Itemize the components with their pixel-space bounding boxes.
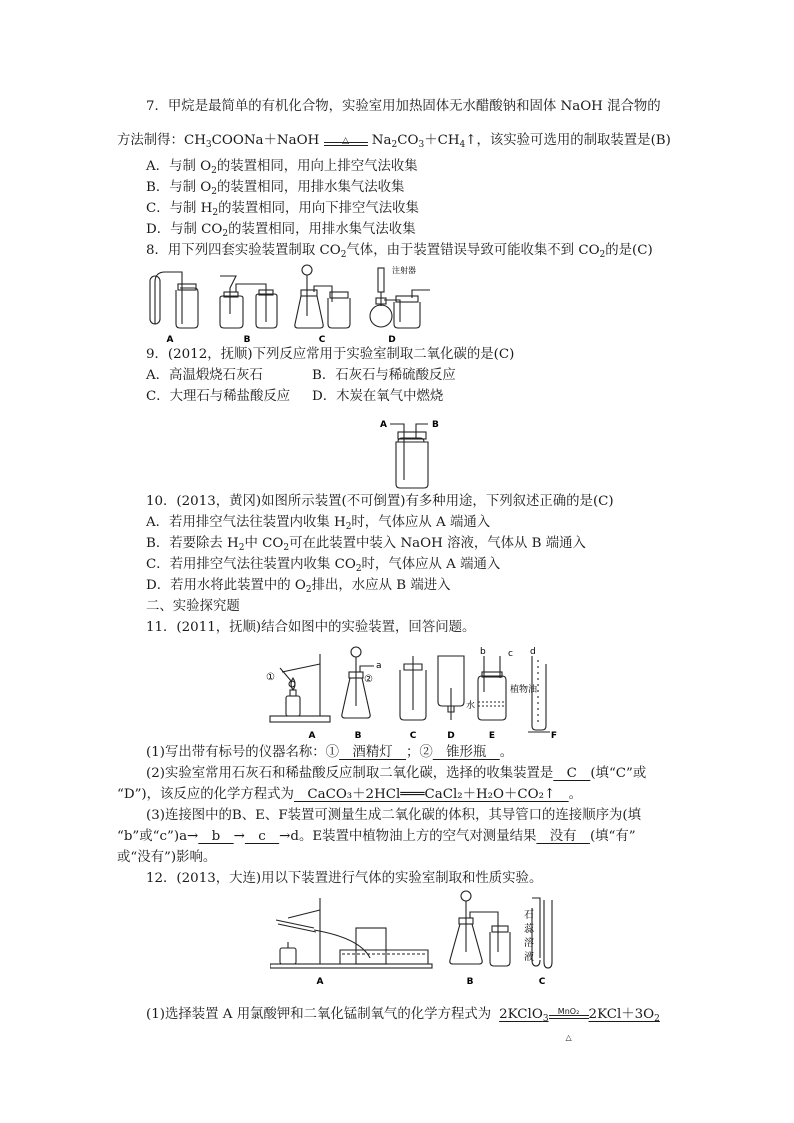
q8-apparatus-d [370,268,430,328]
q11-part2: (2)实验室常用石灰石和稀盐酸反应制取二氧化碳，选择的收集装置是 C (填“C”或 [146,766,647,781]
q10-stem: 10．(2013，黄冈)如图所示装置(不可倒置)有多种用途，下列叙述正确的是(C) [146,494,614,509]
q10-option-b: B．若要除去 $H_2$中 $CO_2$可在此装置中装入 NaOH 溶液，气体从 B 端通入 [146,536,586,553]
q11-part2-line2: “D”)，该反应的化学方程式为 CaCO₃＋2HCl═══CaCl₂＋H₂O＋CO₂↑ 。 [117,787,582,802]
q11-port-d: d [530,647,536,657]
bottle-port-b-label: B [432,420,439,430]
q10-option-a: A．若用排空气法往装置内收集 $H_2$时，气体应从 A 端通入 [146,515,491,532]
q8-apparatus-c [295,265,350,328]
q7-equation-line: 方法制得：$CH_3COONa+NaOH$ △ $Na_2CO_3+CH_4↑$，该实验可选用的制取装置是(B) [117,133,671,150]
q12-part1: (1)选择装置 A 用氯酸钾和二氧化锰制氧气的化学方程式为 2KClO$_3$ MnO₂ △ $2KCl+3O_2$ [146,1007,660,1042]
q8-label-a: A [166,335,174,344]
q11-label-c: C [409,731,417,738]
q9-option-a: A．高温煅烧石灰石 [146,368,263,383]
litmus-char-2: 蕊 [524,924,534,935]
heat-condition: △ [324,142,368,150]
q10-option-c: C．若用排空气法往装置内收集 $CO_2$时，气体应从 A 端通入 [146,557,501,574]
q12-label-b: B [466,977,474,987]
q11-label-a: A [308,731,316,738]
bottle-port-a-label: A [380,420,387,430]
litmus-char-3: 溶 [524,938,534,949]
q8-apparatus-a [150,272,198,328]
q11-label-e: E [488,731,496,738]
q10-option-d: D．若用水将此装置中的 $O_2$排出，水应从 B 端进入 [146,578,451,595]
q11-part3: (3)连接图中的B、E、F装置可测量生成二氧化碳的体积，其导管口的连接顺序为(填 [146,808,641,823]
q7-option-d: D．与制 $CO_2$的装置相同，用排水集气法收集 [146,222,416,239]
litmus-char-1: 石 [524,910,534,921]
q12-apparatus-a [270,898,432,968]
q11-answer-c: c [244,829,280,844]
q11-mark-2: ② [364,674,373,685]
q9-stem: 9．(2012，抚顺)下列反应常用于实验室制取二氧化碳的是(C) [146,347,515,362]
q9-option-b: B．石灰石与稀硫酸反应 [312,368,456,383]
q9-option-d: D．木炭在氧气中燃烧 [312,389,444,404]
q7-line1: 7．甲烷是最简单的有机化合物，实验室用加热固体无水醋酸钠和固体 NaOH 混合物的 [146,99,661,114]
q11-port-c: c [508,649,513,659]
q11-port-b: b [480,647,486,657]
q11-mark-1: ① [266,672,275,683]
q12-apparatus-c [532,898,552,968]
q11-apparatus-d-bottle [438,656,464,720]
q7-option-a: A．与制 $O_2$的装置相同，用向上排空气法收集 [146,159,418,176]
q11-apparatus-e-oil-bottle [478,656,506,720]
q11-stem: 11．(2011，抚顺)结合如图中的实验装置，回答问题。 [146,620,476,635]
q8-label-d: D [388,335,396,344]
q12-answer-reactant: 2KClO$_3$ [499,1007,549,1024]
q8-apparatus-figure [140,262,440,344]
litmus-char-4: 液 [524,952,534,963]
q11-apparatus-c-bottle [400,656,426,720]
q11-oil-label: 植物油 [510,685,538,695]
q10-gas-bottle-figure [376,412,456,490]
section-heading: 二、实验探究题 [146,599,240,614]
q11-part3-line2: “b”或“c”)a→ b → c →d。E装置中植物油上方的空气对测量结果 没有 (填“有” [117,829,636,844]
q11-answer-1: 酒精灯 [339,745,406,760]
q11-answer-b: b [198,829,234,844]
q11-label-b: B [354,731,362,738]
q11-port-a: a [376,661,382,671]
q11-answer-2: 锥形瓶 [432,745,500,760]
q11-apparatus-a-lamp-stand [270,654,330,722]
q11-part3-line3: 或“没有”)影响。 [117,850,217,865]
q12-condition: MnO₂ △ [549,1015,589,1024]
q8-label-b: B [243,335,251,344]
q12-label-a: A [316,977,324,987]
q12-apparatus-b [450,891,510,966]
q8-stem: 8．用下列四套实验装置制取 $CO_2$气体，由于装置错误导致可能收集不到 $CO_2$的是(C) [146,243,653,260]
q11-apparatus-figure [262,642,562,738]
q7-option-c: C．与制 $H_2$的装置相同，用向下排空气法收集 [146,201,419,218]
q11-answer-effect: 没有 [536,829,590,844]
q12-stem: 12．(2013，大连)用以下装置进行气体的实验室制取和性质实验。 [146,871,543,886]
q11-answer-collect: C [553,766,591,781]
q11-water-label: 水 [466,701,476,711]
q11-answer-equation: CaCO₃＋2HCl═══CaCl₂＋H₂O＋CO₂↑ [293,787,569,802]
q12-answer-product: $2KCl+3O_2$ [588,1007,660,1024]
q12-apparatus-figure [270,888,570,988]
q11-part1: (1)写出带有标号的仪器名称：① 酒精灯 ；② 锥形瓶 。 [146,745,514,760]
q11-label-d: D [447,731,455,738]
q11-label-f: F [550,731,558,738]
q7-option-b: B．与制 $O_2$的装置相同，用排水集气法收集 [146,180,405,197]
q8-syringe-label: 注射器 [392,266,416,275]
q8-label-c: C [318,335,326,344]
q9-option-c: C．大理石与稀盐酸反应 [146,389,291,404]
q12-label-c: C [538,977,546,987]
q8-apparatus-b [220,276,277,328]
